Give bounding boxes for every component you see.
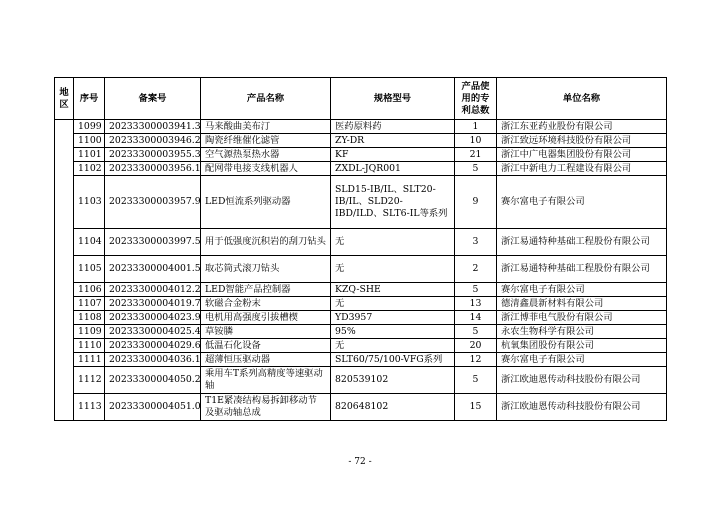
unit-cell: 浙江欧迪恩传动科技股份有限公司 [497,367,667,394]
seq-cell: 1108 [74,311,105,325]
unit-cell: 德清鑫晨新材料有限公司 [497,297,667,311]
seq-cell: 1109 [74,325,105,339]
unit-cell: 杭氧集团股份有限公司 [497,339,667,353]
table-row [55,339,667,353]
model-cell: 无 [331,256,455,283]
model-cell: 医药原料药 [331,120,455,134]
table-row [55,311,667,325]
record-no-cell: 20233300004023.9 [105,311,201,325]
table-row [55,367,667,394]
product-name-cell: 空气源热泵热水器 [201,148,331,162]
record-no-cell: 20233300004001.5 [105,256,201,283]
record-no-cell: 20233300004019.7 [105,297,201,311]
model-cell: SLD15-IB/IL、SLT20-IB/IL、SLD20-IBD/ILD、SLT6-IL等系列 [331,176,455,229]
page-number: - 72 - [348,457,372,467]
product-name-cell: 用于低强度沉积岩的刮刀钻头 [201,229,331,256]
product-name-cell: 电机用高强度引拔槽楔 [201,311,331,325]
seq-cell: 1112 [74,367,105,394]
patent-count-cell: 15 [455,394,497,421]
product-name-cell: 草铵膦 [201,325,331,339]
unit-cell: 浙江易通特种基础工程股份有限公司 [497,229,667,256]
patent-count-cell: 20 [455,339,497,353]
seq-cell: 1113 [74,394,105,421]
patent-count-cell: 5 [455,367,497,394]
model-cell: ZXDL-JQR001 [331,162,455,176]
product-name-cell: 软磁合金粉末 [201,297,331,311]
unit-cell: 赛尔富电子有限公司 [497,283,667,297]
patent-count-cell: 21 [455,148,497,162]
unit-cell: 浙江东亚药业股份有限公司 [497,120,667,134]
patent-count-cell: 5 [455,283,497,297]
seq-cell: 1105 [74,256,105,283]
header-region: 地区 [55,78,74,120]
patent-count-cell: 3 [455,229,497,256]
table-row [55,162,667,176]
patent-count-cell: 5 [455,162,497,176]
table-row [55,134,667,148]
seq-cell: 1110 [74,339,105,353]
header-patent-count: 产品使用的专利总数 [455,78,497,120]
table-row [55,120,667,134]
seq-cell: 1101 [74,148,105,162]
record-no-cell: 20233300003957.9 [105,176,201,229]
patent-count-cell: 9 [455,176,497,229]
table-row [55,283,667,297]
model-cell: KF [331,148,455,162]
table-header-row [55,78,667,120]
model-cell: 820648102 [331,394,455,421]
unit-cell: 永农生物科学有限公司 [497,325,667,339]
record-no-cell: 20233300004012.2 [105,283,201,297]
seq-cell: 1103 [74,176,105,229]
unit-cell: 浙江致远环境科技股份有限公司 [497,134,667,148]
table-row [55,229,667,256]
patent-count-cell: 12 [455,353,497,367]
product-name-cell: T1E紧凑结构易拆卸移动节及驱动轴总成 [201,394,331,421]
product-name-cell: LED智能产品控制器 [201,283,331,297]
patent-product-table [54,77,667,421]
model-cell: YD3957 [331,311,455,325]
record-no-cell: 20233300004029.6 [105,339,201,353]
seq-cell: 1100 [74,134,105,148]
model-cell: KZQ-SHE [331,283,455,297]
model-cell: 无 [331,229,455,256]
header-record-no: 备案号 [105,78,201,120]
record-no-cell: 20233300004050.2 [105,367,201,394]
product-name-cell: 陶瓷纤维催化滤管 [201,134,331,148]
table-row [55,325,667,339]
patent-count-cell: 2 [455,256,497,283]
product-name-cell: 配网带电接支线机器人 [201,162,331,176]
header-seq: 序号 [74,78,105,120]
seq-cell: 1099 [74,120,105,134]
table-row [55,297,667,311]
table-row [55,176,667,229]
model-cell: 95% [331,325,455,339]
product-name-cell: 低温石化设备 [201,339,331,353]
seq-cell: 1104 [74,229,105,256]
record-no-cell: 20233300004025.4 [105,325,201,339]
product-name-cell: 马来酸曲美布汀 [201,120,331,134]
unit-cell: 浙江欧迪恩传动科技股份有限公司 [497,394,667,421]
seq-cell: 1107 [74,297,105,311]
table-row [55,148,667,162]
record-no-cell: 20233300004051.0 [105,394,201,421]
patent-count-cell: 1 [455,120,497,134]
patent-count-cell: 14 [455,311,497,325]
unit-cell: 赛尔富电子有限公司 [497,353,667,367]
model-cell: ZY-DR [331,134,455,148]
patent-count-cell: 5 [455,325,497,339]
product-name-cell: 取芯筒式滚刀钻头 [201,256,331,283]
product-name-cell: 超薄恒压驱动器 [201,353,331,367]
model-cell: 无 [331,297,455,311]
record-no-cell: 20233300004036.1 [105,353,201,367]
model-cell: SLT60/75/100-VFG系列 [331,353,455,367]
model-cell: 无 [331,339,455,353]
seq-cell: 1102 [74,162,105,176]
unit-cell: 赛尔富电子有限公司 [497,176,667,229]
product-name-cell: 乘用车T系列高精度等速驱动轴 [201,367,331,394]
record-no-cell: 20233300003941.3 [105,120,201,134]
seq-cell: 1106 [74,283,105,297]
model-cell: 820539102 [331,367,455,394]
header-product-name: 产品名称 [201,78,331,120]
table-row [55,256,667,283]
header-model: 规格型号 [331,78,455,120]
table-row [55,394,667,421]
patent-count-cell: 13 [455,297,497,311]
header-unit: 单位名称 [497,78,667,120]
unit-cell: 浙江博菲电气股份有限公司 [497,311,667,325]
product-name-cell: LED恒流系列驱动器 [201,176,331,229]
unit-cell: 浙江易通特种基础工程股份有限公司 [497,256,667,283]
table-row [55,353,667,367]
record-no-cell: 20233300003956.1 [105,162,201,176]
patent-count-cell: 10 [455,134,497,148]
seq-cell: 1111 [74,353,105,367]
record-no-cell: 20233300003946.2 [105,134,201,148]
unit-cell: 浙江中广电器集团股份有限公司 [497,148,667,162]
unit-cell: 浙江中新电力工程建设有限公司 [497,162,667,176]
record-no-cell: 20233300003955.3 [105,148,201,162]
record-no-cell: 20233300003997.5 [105,229,201,256]
region-cell [55,120,74,421]
